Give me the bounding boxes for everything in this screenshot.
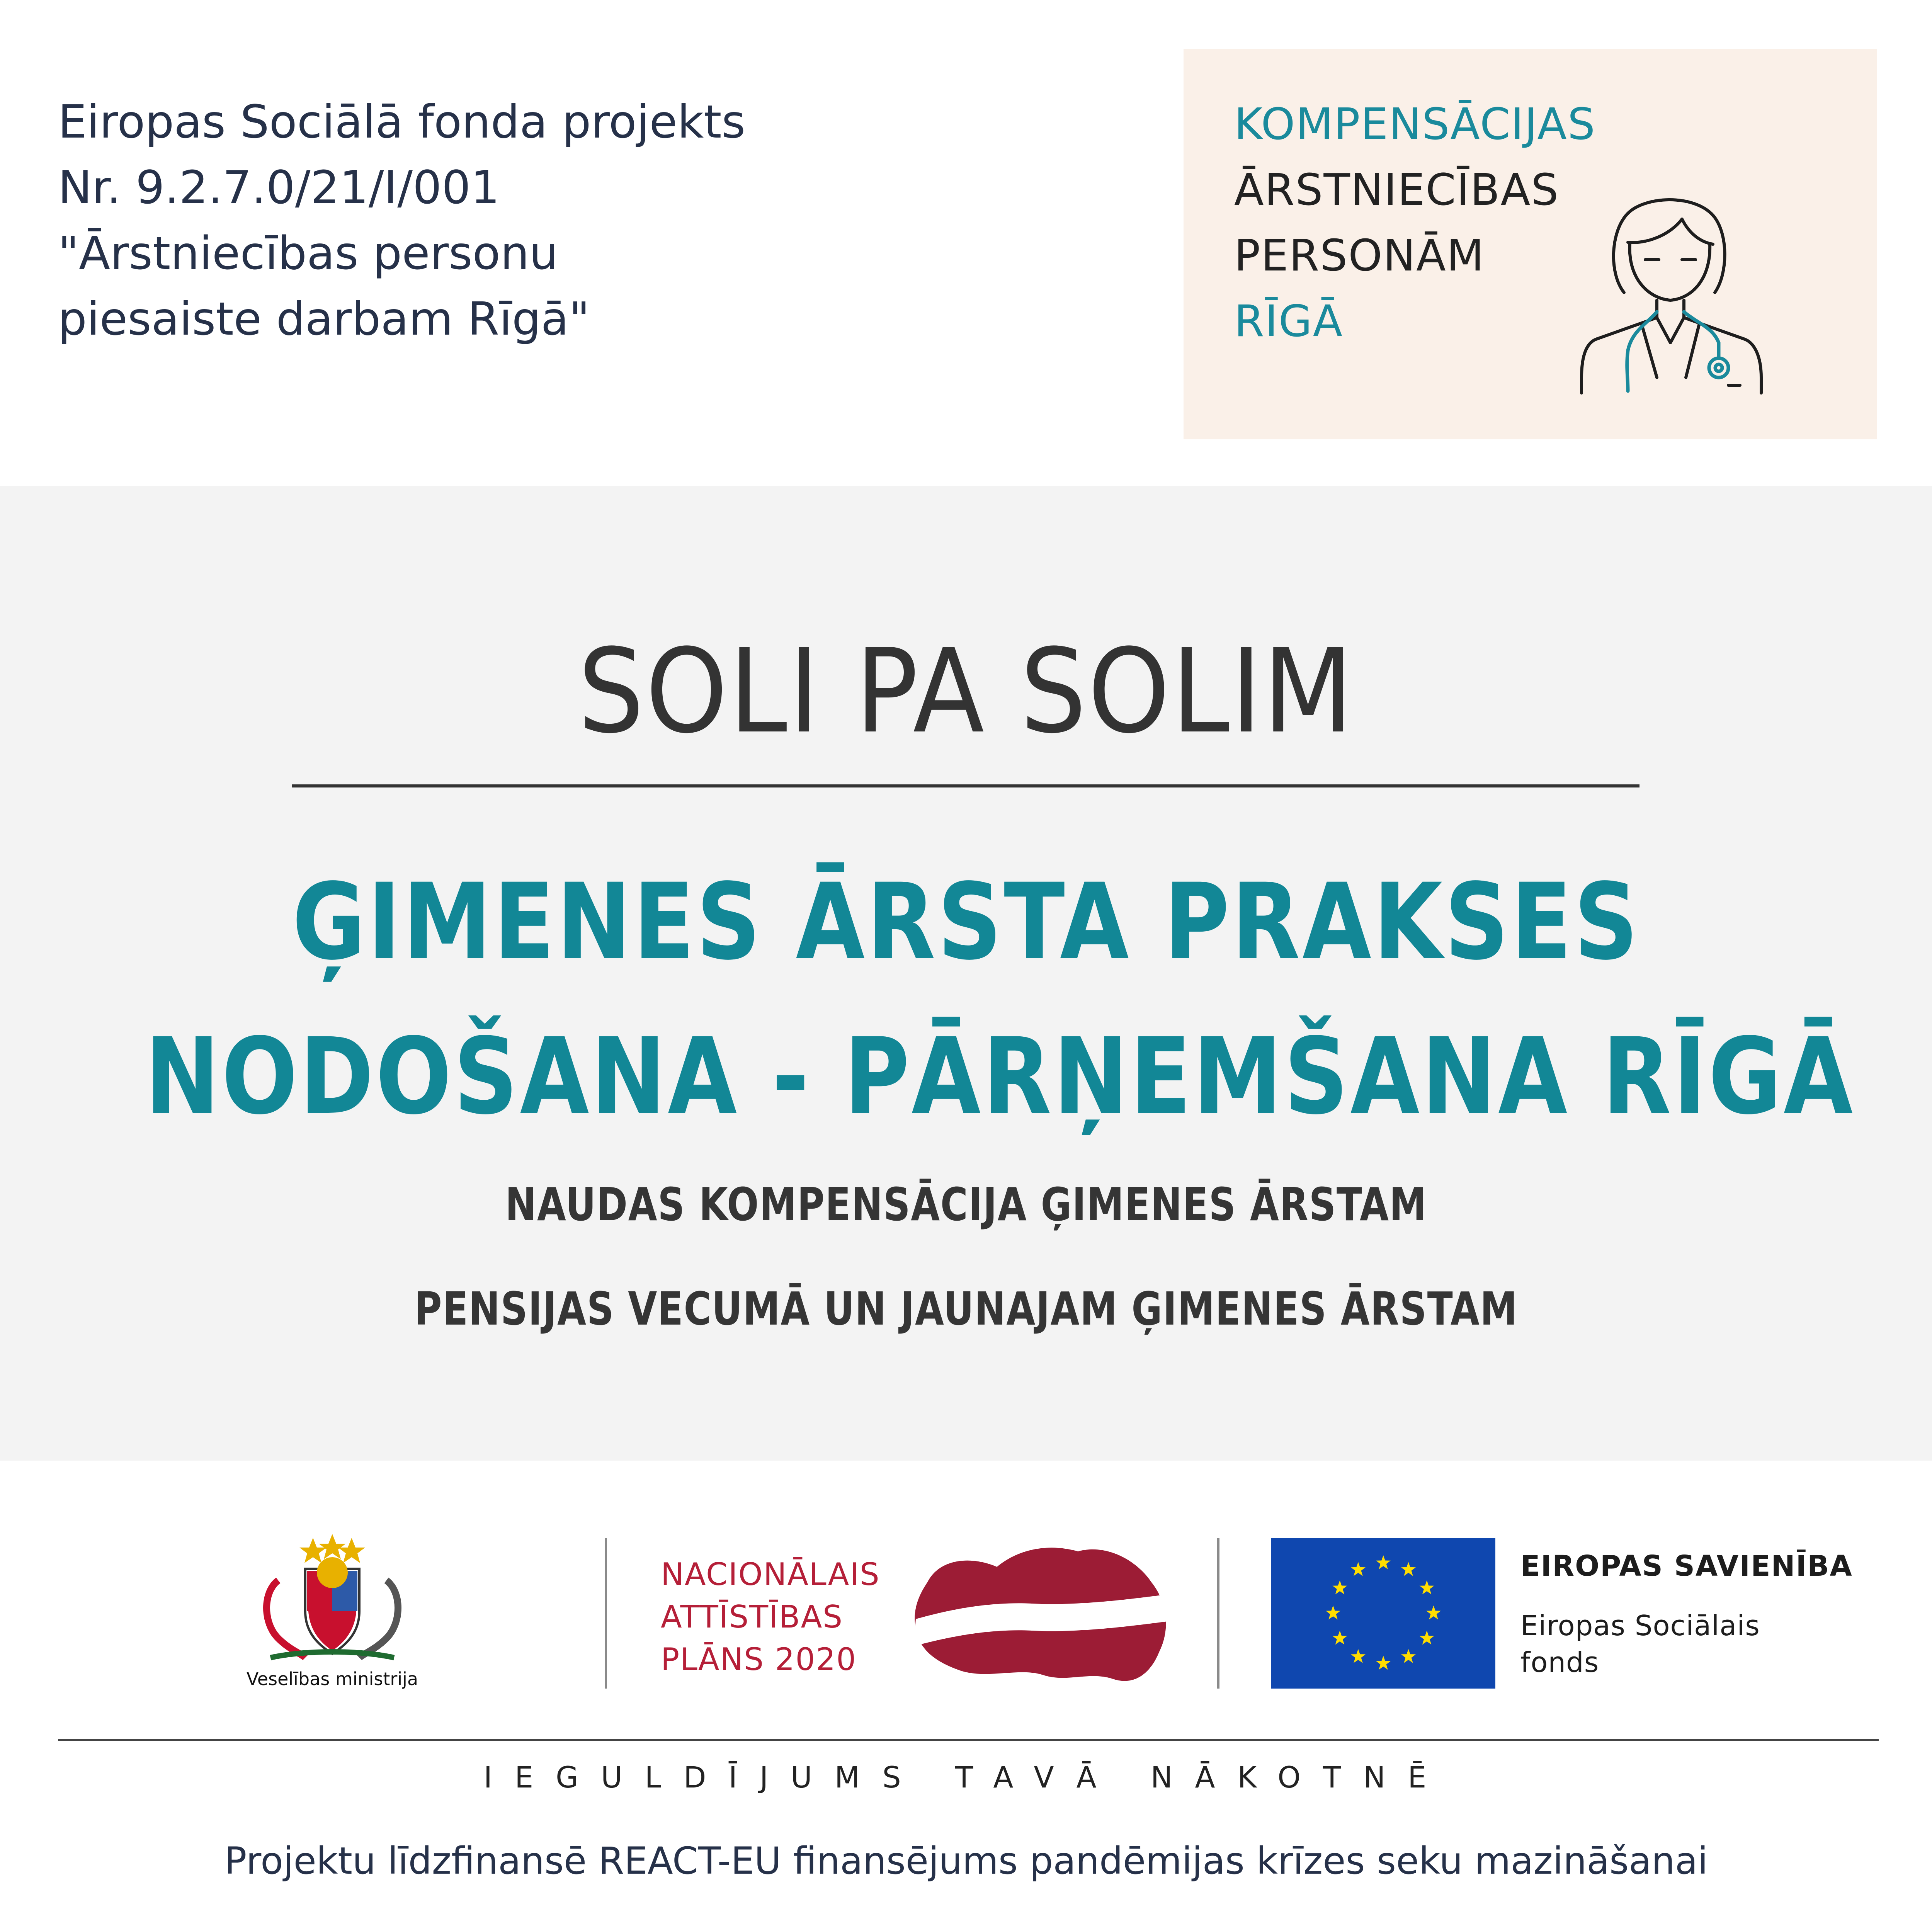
nap-line: NACIONĀLAIS bbox=[661, 1556, 880, 1592]
coat-of-arms-icon bbox=[247, 1534, 417, 1665]
logo-divider bbox=[605, 1538, 607, 1689]
eu-subtitle-line: Eiropas Sociālais bbox=[1520, 1609, 1760, 1642]
doctor-with-stethoscope-icon bbox=[1570, 177, 1794, 408]
project-info-line: Eiropas Sociālā fonda projekts bbox=[58, 95, 746, 148]
project-info bbox=[58, 89, 947, 352]
logo-divider bbox=[1217, 1538, 1219, 1689]
promo-line: PERSONĀM bbox=[1234, 231, 1485, 281]
eu-title: EIROPAS SAVIENĪBA bbox=[1520, 1549, 1853, 1583]
hero-title-line: NODOŠANA - PĀRŅEMŠANA RĪGĀ bbox=[145, 1016, 1855, 1138]
hero-eyebrow: SOLI PA SOLIM bbox=[578, 624, 1355, 759]
hero-divider bbox=[292, 784, 1639, 787]
promo-line: ĀRSTNIECĪBAS bbox=[1234, 165, 1560, 215]
nap-logo-text bbox=[661, 1553, 880, 1681]
hero-title-line: ĢIMENES ĀRSTA PRAKSES bbox=[292, 861, 1640, 983]
funding-note: Projektu līdzfinansē REACT-EU finansējums pandēmijas krīzes seku mazināšanai bbox=[224, 1839, 1708, 1883]
project-info-line: "Ārstniecības personu bbox=[58, 226, 558, 280]
project-info-line: Nr. 9.2.7.0/21/I/001 bbox=[58, 161, 500, 214]
promo-line: KOMPENSĀCIJAS bbox=[1234, 99, 1596, 150]
footer-slogan: IEGULDĪJUMS TAVĀ NĀKOTNĒ bbox=[483, 1760, 1449, 1794]
eu-subtitle-line: fonds bbox=[1520, 1646, 1599, 1679]
project-info-line: piesaiste darbam Rīgā" bbox=[58, 292, 590, 345]
latvia-map-flag-icon bbox=[904, 1536, 1175, 1690]
hero-subtitle-line: NAUDAS KOMPENSĀCIJA ĢIMENES ĀRSTAM bbox=[505, 1178, 1427, 1231]
promo-box bbox=[1184, 49, 1877, 439]
footer-divider bbox=[58, 1739, 1879, 1741]
nap-line: ATTĪSTĪBAS bbox=[661, 1599, 844, 1635]
ministry-label: Veselības ministrija bbox=[246, 1668, 418, 1689]
eu-subtitle bbox=[1520, 1607, 1760, 1681]
eu-flag-icon bbox=[1271, 1538, 1495, 1689]
hero-subtitle-line: PENSIJAS VECUMĀ UN JAUNAJAM ĢIMENES ĀRSTAM bbox=[414, 1282, 1518, 1335]
hero-panel bbox=[0, 486, 1932, 1461]
promo-line: RĪGĀ bbox=[1234, 296, 1344, 347]
nap-line: PLĀNS 2020 bbox=[661, 1641, 857, 1677]
